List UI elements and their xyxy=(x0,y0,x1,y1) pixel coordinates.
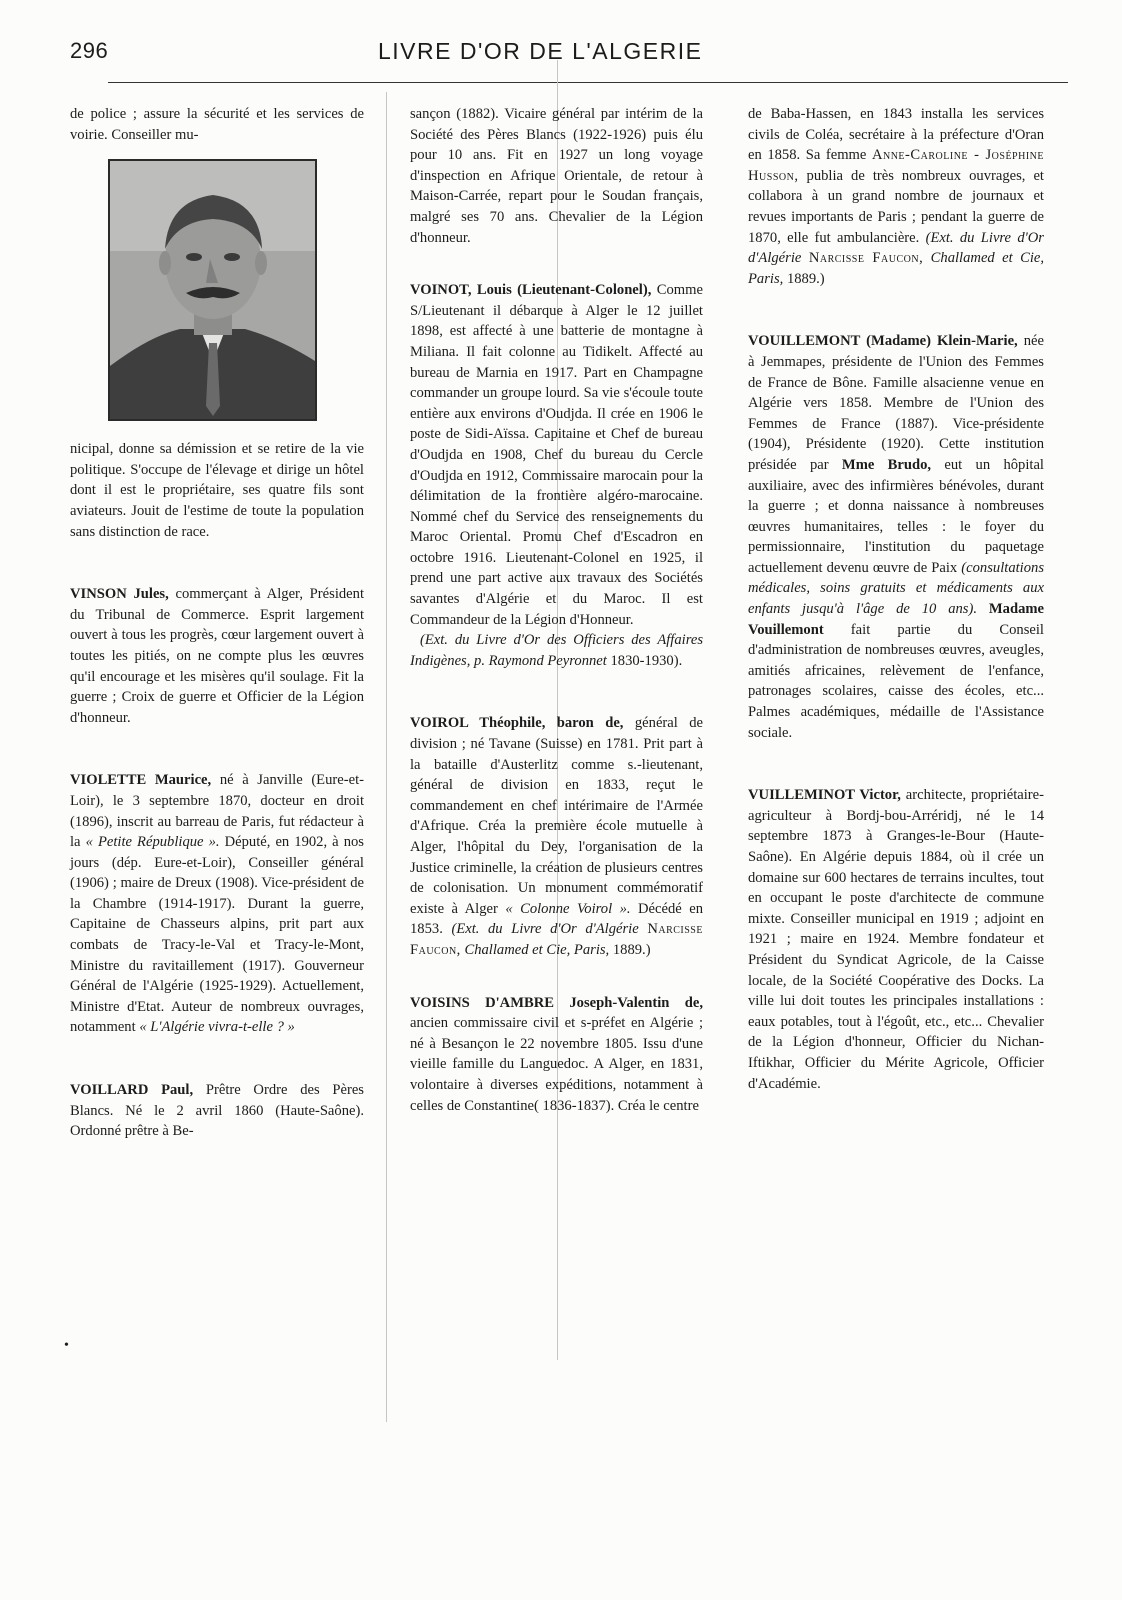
entry-vinson xyxy=(70,584,364,728)
page-header xyxy=(70,38,1070,78)
portrait-photo xyxy=(108,159,317,421)
citation-end: 1830-1930). xyxy=(610,652,683,669)
entry-name: VINSON Jules, xyxy=(70,586,169,603)
entry-continuation xyxy=(748,104,1044,289)
entry-voinot xyxy=(410,280,703,671)
entry-name: VOILLARD Paul, xyxy=(70,1082,194,1099)
entry-italic: « Colonne Voirol ». xyxy=(505,900,631,917)
entry-text: de Baba-Hassen, en 1843 installa les services civils de Coléa, secrétaire à la préfecture d'Oran en 1858. Sa femme xyxy=(748,106,1044,164)
entry-text: eut un hôpital auxiliaire, avec des infirmières bénévoles, durant la guerre ; et donna naissance à nombreuses œuvres humanitaires, telles : le foyer du permissionnaire, l'institution du paquetage actuellement devenu œuvre de Paix xyxy=(748,456,1044,576)
column-1 xyxy=(70,104,364,1142)
entry-name: VOIROL Théophile, baron de, xyxy=(410,715,624,732)
entry-text: commerçant à Alger, Président du Tribunal de Commerce. Esprit largement ouvert à tous les progrès, cœur largement ouvert à toutes les pitiés, on ne compte plus les œuvres qu'il encourage et les misères qu'il soulage. Fit la guerre ; Croix de guerre et Officier de la Légion d'honneur. xyxy=(70,586,364,726)
entry-text: ancien commissaire civil et s-préfet en Algérie ; né à Besançon le 22 novembre 1805. Issu d'une vieille famille du Languedoc. A Alger, en 1831, volontaire à diverses expéditions, notamment à celles de Constantine( 1836-1837). Créa le centre xyxy=(410,1015,703,1114)
entry-italic: (consultations médicales, soins gratuits et médicaments aux enfants jusqu'à l'âge de 10 ans). xyxy=(748,559,1044,618)
running-title: LIVRE D'OR DE L'ALGERIE xyxy=(378,38,703,64)
citation-author: Narcisse Faucon, xyxy=(410,921,703,958)
entry-voisins xyxy=(410,993,703,1117)
entry-text: né à Janville (Eure-et-Loir), le 3 septembre 1870, docteur en droit (1896), inscrit au barreau de Paris, fut rédacteur à la xyxy=(70,772,364,851)
entry-continuation-2: nicipal, donne sa démission et se retire de la vie politique. S'occupe de l'élevage et dirige un hôtel dont il est le propriétaire, ses quatre fils sont aviateurs. Jouit de l'estime de toute la population sans distinction de race. xyxy=(70,441,364,540)
citation-italic: (Ext. du Livre d'Or d'Algérie xyxy=(748,229,1044,267)
citation-year: 1889.) xyxy=(786,270,825,287)
entry-bold: Madame Vouillemont xyxy=(748,601,1044,638)
entry-continuation: sançon (1882). Vicaire général par intérim de la Société des Pères Blancs (1922-1926) puis élu pour 10 ans. Fit en 1927 un long voyage d'inspection en Afrique Orientale, de retour à Maison-Carrée, repart pour le Soudan français, malgré ses 70 ans. Chevalier de la Légion d'honneur. xyxy=(410,106,703,246)
entry-name: VIOLETTE Maurice, xyxy=(70,772,212,789)
entry-text: Député, en 1902, à nos jours (dép. Eure-et-Loir), Conseiller général (1906) ; maire de Dreux (1908). Vice-président de la Chambre (1914-1917). Durant la guerre, Capitaine de Chasseurs alpins, prit part aux combats de Tracy-le-Val et Tracy-le-Mont, Ministre du ravitaillement (1917). Gouverneur Général de l'Algérie (1925-1929). Actuellement, Ministre d'Etat. Auteur de nombreux ouvrages, notamment xyxy=(70,834,364,1036)
citation-publisher: Challamed et Cie, Paris, xyxy=(748,250,1045,287)
entry-name: VUILLEMINOT Victor, xyxy=(748,787,901,804)
citation-year: 1889.) xyxy=(612,941,651,958)
entry-text: fait partie du Conseil d'administration de nombreuses œuvres, aveugles, amitiés africaines, relèvement de l'enfance, patronages scolaires, caisse des écoles, etc... Palmes académiques, médaille de l'Assistance sociale. xyxy=(748,621,1044,741)
page-number: 296 xyxy=(70,38,109,63)
entry-text: publia de très nombreux ouvrages, et collabora à un grand nombre de journaux et revues importants de Paris ; pendant la guerre de 1870, elle fut ambulancière. xyxy=(748,167,1044,246)
entry-bold: Mme Brudo, xyxy=(841,456,932,473)
entry-voillard xyxy=(70,1080,364,1142)
citation-author: Narcisse Faucon, xyxy=(808,250,924,267)
entry-continuation: de police ; assure la sécurité et les services de voirie. Conseiller mu- xyxy=(70,106,364,143)
entry-text: Décédé en 1853. xyxy=(410,900,703,938)
column-3 xyxy=(748,104,1044,1094)
entry-person-name: Anne-Caroline - Joséphine Husson, xyxy=(748,147,1044,184)
header-rule xyxy=(108,82,1068,83)
entry-italic: « L'Algérie vivra-t-elle ? » xyxy=(139,1019,295,1036)
entry-name: VOINOT, Louis (Lieutenant-Colonel), xyxy=(410,282,652,299)
column-divider-1 xyxy=(386,92,387,1422)
entry-violette xyxy=(70,770,364,1038)
entry-voirol xyxy=(410,713,703,960)
entry-name: VOISINS D'AMBRE Joseph-Valentin de, xyxy=(410,994,703,1011)
bullet-mark: • xyxy=(64,1338,69,1353)
entry-text: général de division ; né Tavane (Suisse) en 1781. Prit part à la bataille d'Austerlitz comme s.-lieutenant, général de division en 1833, reçut le commandement en chef intérimaire de l'Armée d'Afrique. Créa la première école mutuelle à Alger, l'hôpital du Dey, l'organisation de la Justice criminelle, la création de plusieurs centres de colonisation. Un monument commémoratif existe à Alger xyxy=(410,715,704,917)
entry-italic: « Petite République ». xyxy=(85,834,220,851)
citation-publisher: Challamed et Cie, Paris, xyxy=(464,941,610,958)
entry-text: née à Jemmapes, présidente de l'Union des Femmes de France de Bône. Famille alsacienne venue en Algérie vers 1858. Membre de l'Union des Femmes de France (1887). Vice-présidente (1904), Présidente (1920). Cette institution présidée par xyxy=(748,333,1044,473)
column-2 xyxy=(410,104,703,1116)
entry-vuilleminot xyxy=(748,785,1044,1094)
entry-text: Prêtre Ordre des Pères Blancs. Né le 2 avril 1860 (Haute-Saône). Ordonné prêtre à Be- xyxy=(70,1082,364,1140)
entry-vouillemont xyxy=(748,331,1044,743)
citation-italic: (Ext. du Livre d'Or d'Algérie xyxy=(451,921,639,938)
entry-text: Comme S/Lieutenant il débarque à Alger le 12 juillet 1898, est affecté à une batterie de montagne à Miliana. Il fait colonne au Tidikelt. Affecté au bureau de Marnia en 1917. Part en Champagne commander un groupe lourd. Sa vie s'écoule toute entière aux environs d'Oudjda. Il crée en 1906 le poste de Sidi-Aïssa. Capitaine et Chef de bureau d'Oudjda en 1908, Chef du bureau du Cercle d'Oudjda en 1912, Commissaire marocain pour la délimitation de la frontière algéro-marocaine. Nommé chef du Service des renseignements du Maroc Oriental. Promu Chef d'Escadron en octobre 1916. Lieutenant-Colonel en 1925, il prend une part active aux travaux des Sociétés savantes d'Algérie et du Maroc. Il est Commandeur de la Légion d'Honneur. xyxy=(410,282,703,628)
entry-text: architecte, propriétaire-agriculteur à Bordj-bou-Arréridj, né le 14 septembre 1873 à Granges-le-Bour (Haute-Saône). En Algérie depuis 1884, où il crée un domaine sur 600 hectares de terrains incultes, tout en occupant le poste d'architecte de commune mixte. Conseiller municipal en 1919 ; adjoint en 1921 ; maire en 1924. Membre fondateur et Président du Syndicat Agricole, de la Caisse locale, de la Société Coopérative des Docks. La ville lui doit toutes les principales installations : eaux potables, tout à l'égoût, etc., etc... Chevalier de la Légion d'honneur, Officier du Nichan-Iftikhar, Officier du Mérite Agricole, Officier d'Académie. xyxy=(748,787,1044,1092)
entry-citation xyxy=(410,630,703,671)
citation-italic: (Ext. du Livre d'Or des Officiers des Affaires Indigènes, p. Raymond Peyronnet xyxy=(410,632,703,669)
entry-name: VOUILLEMONT (Madame) Klein-Marie, xyxy=(748,333,1018,350)
